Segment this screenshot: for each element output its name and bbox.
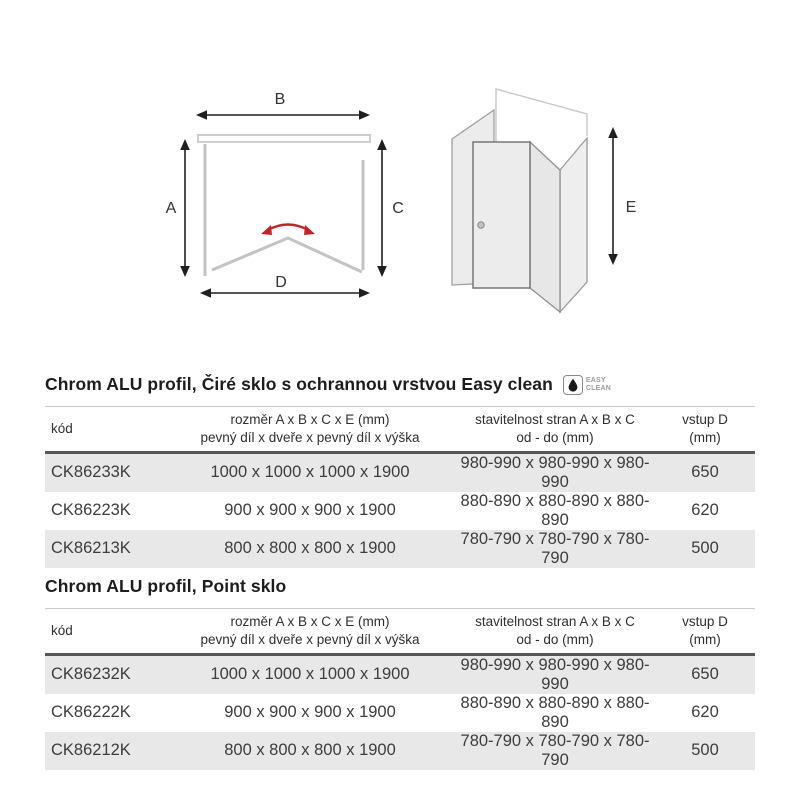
- table-row: [45, 492, 755, 530]
- folding-door-panels-line: [212, 238, 362, 272]
- right-fold-panel: [560, 138, 587, 312]
- column-header-rozmer: rozměr A x B x C x E (mm) pevný díl x dveře x pevný díl x výška: [200, 614, 420, 647]
- section-title-easy-clean: [45, 374, 755, 395]
- cell-rozmer: 1000 x 1000 x 1000 x 1900: [210, 463, 410, 482]
- cell-stavitelnost: 980-990 x 980-990 x 980-990: [460, 453, 650, 491]
- middle-fold-panel: [530, 142, 560, 312]
- cell-rozmer: 800 x 800 x 800 x 1900: [224, 539, 396, 558]
- door-knob-icon: [478, 222, 484, 228]
- cell-stavitelnost: 880-890 x 880-890 x 880-890: [460, 491, 650, 529]
- easy-clean-badge-text: EASY CLEAN: [585, 376, 612, 392]
- back-glass-panel: [496, 89, 587, 144]
- table-row: [45, 732, 755, 770]
- column-header-kod: kód: [51, 420, 73, 436]
- table-row: [45, 452, 755, 492]
- dimension-label-b: B: [274, 91, 286, 108]
- column-header-stavitelnost: stavitelnost stran A x B x C od - do (mm): [475, 614, 635, 647]
- dimension-label-a: A: [165, 200, 177, 217]
- dimension-arrow-b: [196, 110, 370, 120]
- column-header-vstup: vstup D (mm): [682, 412, 728, 445]
- cell-vstup: 620: [691, 703, 719, 722]
- cell-stavitelnost: 880-890 x 880-890 x 880-890: [460, 693, 650, 731]
- wall-profile-bar: [198, 135, 370, 142]
- column-header-stavitelnost: stavitelnost stran A x B x C od - do (mm): [475, 412, 635, 445]
- cell-vstup: 650: [691, 665, 719, 684]
- table-header-row: [45, 609, 755, 655]
- dimension-arrow-e: [608, 127, 618, 265]
- section-point-sklo: [45, 576, 755, 770]
- dimension-arrow-a: [180, 139, 190, 277]
- column-header-vstup: vstup D (mm): [682, 614, 728, 647]
- table-row: [45, 654, 755, 694]
- cell-vstup: 650: [691, 463, 719, 482]
- cell-rozmer: 900 x 900 x 900 x 1900: [224, 501, 396, 520]
- column-header-rozmer: rozměr A x B x C x E (mm) pevný díl x dveře x pevný díl x výška: [200, 412, 420, 445]
- easy-clean-badge: [563, 375, 611, 395]
- column-header-kod: kód: [51, 622, 73, 638]
- cell-vstup: 500: [691, 539, 719, 558]
- cell-kod: CK86222K: [51, 703, 131, 722]
- cell-rozmer: 900 x 900 x 900 x 1900: [224, 703, 396, 722]
- table-header-row: [45, 407, 755, 453]
- cell-kod: CK86232K: [51, 665, 131, 684]
- cell-kod: CK86223K: [51, 501, 131, 520]
- table-row: [45, 530, 755, 568]
- cell-vstup: 500: [691, 741, 719, 760]
- cell-kod: CK86213K: [51, 539, 131, 558]
- spec-table-point: [45, 608, 755, 770]
- droplet-icon: [563, 375, 583, 395]
- dimension-label-d: D: [275, 274, 287, 291]
- dimension-arrow-c: [377, 139, 387, 277]
- spec-table-easy-clean: [45, 406, 755, 568]
- dimension-label-e: E: [625, 199, 637, 216]
- cell-kod: CK86233K: [51, 463, 131, 482]
- page-title: Chrom ALU profil, Čiré sklo s ochrannou vrstvou Easy clean: [45, 374, 553, 394]
- section-easy-clean: [45, 374, 755, 568]
- dimension-label-c: C: [392, 200, 404, 217]
- door-panel: [473, 142, 530, 288]
- plan-view-diagram: [155, 78, 415, 313]
- cell-vstup: 620: [691, 501, 719, 520]
- cell-stavitelnost: 980-990 x 980-990 x 980-990: [460, 655, 650, 693]
- cell-stavitelnost: 780-790 x 780-790 x 780-790: [460, 731, 650, 769]
- table-row: [45, 694, 755, 732]
- perspective-view-diagram: [435, 72, 655, 322]
- cell-kod: CK86212K: [51, 741, 131, 760]
- cell-rozmer: 1000 x 1000 x 1000 x 1900: [210, 665, 410, 684]
- door-swing-arrow-icon: [261, 225, 315, 236]
- section-title-point-sklo: Chrom ALU profil, Point sklo: [45, 576, 287, 596]
- cell-rozmer: 800 x 800 x 800 x 1900: [224, 741, 396, 760]
- cell-stavitelnost: 780-790 x 780-790 x 780-790: [460, 529, 650, 567]
